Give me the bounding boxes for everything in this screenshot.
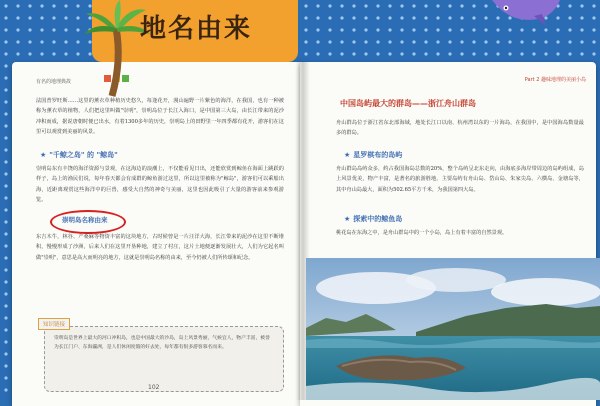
page-number: 102	[148, 384, 160, 391]
left-subhead-1-text: "千鲸之岛" 的 "鲸岛"	[49, 151, 118, 159]
right-subhead-2-text: 探索中的鲸鱼岛	[353, 215, 403, 223]
star-icon: ★	[40, 151, 47, 159]
right-subhead-1	[344, 150, 402, 160]
left-paragraph-3: 东吉木牛，林谷、产桑麻等物资丰富的这块地方，古时候曾是一片汪洋大海，长江带来的泥沙在这里不断堆积，慢慢形成了沙洲，后来人们在这里开垦种地，建立了村庄，这片土地便逐渐发展壮大，人们为它起名叫做"崇明"，意思是高大而明亮的地方，这就是崇明岛名称的由来，至今仍被人们所传颂和纪念。	[36, 234, 284, 261]
right-intro: 舟山群岛位于浙江省东北部海域，地处长江口以南、杭州湾以东的一片海岛，在我国中，是中国海岛数量最多的群岛。	[336, 120, 584, 137]
banner-title: 地名由来	[140, 14, 253, 44]
right-paragraph-3: 桃花岛在东海之中，是舟山群岛中的一个小岛，岛上有着丰富的自然景观。	[336, 230, 508, 236]
right-subhead-1-text: 星罗棋布的岛屿	[353, 151, 403, 159]
tip-text: 崇明岛是世界上最大的河口冲积岛，也是中国最大的沙岛，岛上风景秀丽，气候宜人，物产丰富，被誉为长江门户、东海瀛洲，是人们休闲度假的好去处，每年都有很多游客慕名而来。	[54, 336, 270, 351]
left-paragraph-2: 崇明岛东有丰饶的海洋资源与景观，在这海边的浪潮上，不仅能看见日出，还能欣赏到鲸鱼在海面上跳跃的样子，岛上的渔民们说，每年春天都会有成群的鲸鱼游过这里，所以这里被称为"鲸岛"，游客们可以乘船出海，近距离观赏这些海洋中的巨兽，感受大自然的神奇与美丽，这里也因此吸引了大量的游客前来参观游览。	[36, 166, 284, 204]
right-heading: 中国岛屿最大的群岛——浙江舟山群岛	[340, 99, 476, 108]
right-running-head: Part 2 趣味地理的美丽小岛	[524, 77, 586, 83]
left-running-head: 有名的地理典故	[36, 79, 72, 85]
fish-icon	[482, 0, 562, 30]
star-icon: ★	[344, 215, 351, 223]
circled-subhead: 崇明岛名称由来	[62, 216, 108, 224]
right-subhead-2	[344, 214, 402, 224]
star-icon: ★	[344, 151, 351, 159]
tip-tag: 知识链接	[38, 318, 70, 330]
coastal-photo	[306, 258, 600, 400]
left-paragraph-1: 法国普罗旺斯……这里的薰衣草种植历史悠久，每逢花开，漫山遍野一片紫色的海洋，在我国，也有一种被称为薰衣草的植物，人们把这里叫做"崇明"，崇明岛位于长江入海口，是中国第三大岛，由长江带来的泥沙冲积而成，据说唐朝时便已出水，有着1300多年的历史，崇明岛上的田野里一年四季都有花开，游客们在这里可以观赏到美丽的风景。	[36, 98, 284, 136]
right-paragraph-2: 舟山群岛岛屿众多，约占我国海岛总数的20%，整个岛屿呈北东走向，由海底多海岸带周边的岛屿组成，岛上风景优美，物产丰富，是著名的旅游胜地，主要岛屿有舟山岛、岱山岛、朱家尖岛、六横岛、金塘岛等，其中舟山岛最大，面积为502.65平方千米，为我国第四大岛。	[336, 166, 584, 193]
left-subhead-1	[40, 150, 118, 160]
